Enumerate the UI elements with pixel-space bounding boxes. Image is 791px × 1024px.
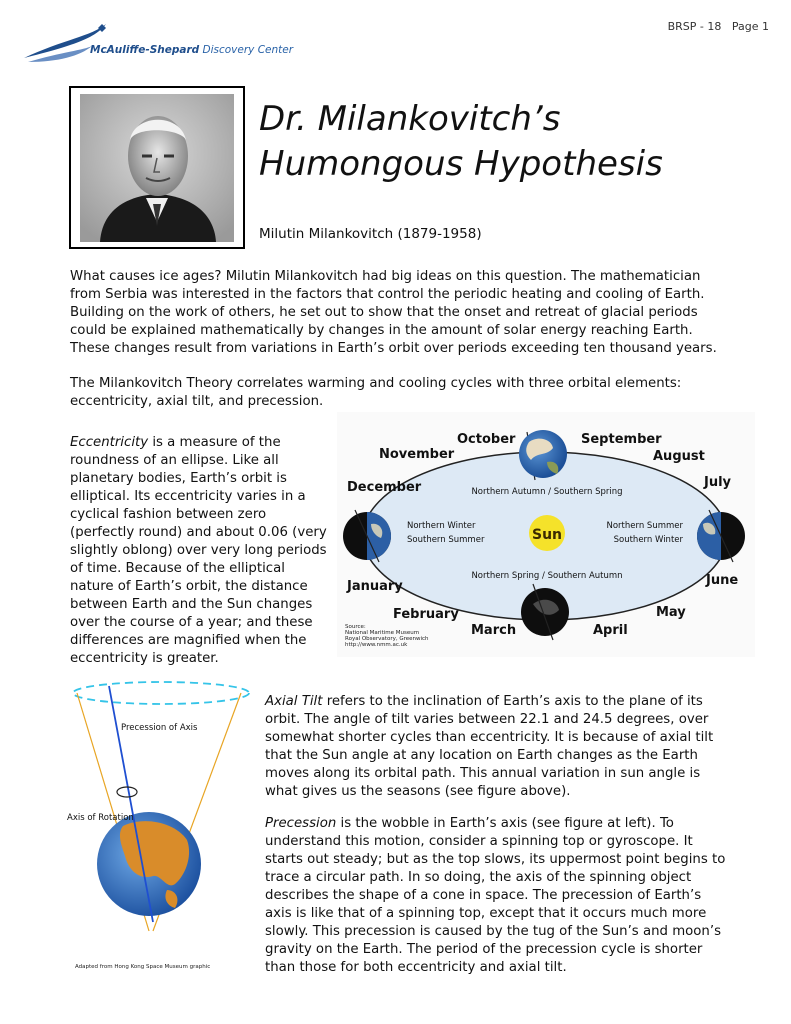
- axial-tilt-paragraph: [265, 693, 727, 801]
- page-header: [668, 20, 769, 33]
- sun-label: Sun: [531, 527, 563, 543]
- precession-circle: [73, 682, 249, 704]
- logo-name-bold: McAuliffe-Shepard: [90, 44, 200, 56]
- month-label-december: December: [347, 480, 422, 495]
- month-label-september: September: [581, 432, 662, 447]
- document-id: BRSP - 18: [667, 20, 722, 33]
- precession-diagram: [63, 676, 253, 972]
- rotation-axis-label: Axis of Rotation: [67, 813, 134, 823]
- logo-name-rest: Discovery Center: [199, 44, 294, 56]
- season-label-right-1: Northern Summer: [606, 521, 683, 531]
- month-label-october: October: [457, 432, 516, 447]
- page-number: Page 1: [731, 20, 769, 33]
- season-label-autumn-spring: Northern Autumn / Southern Spring: [471, 487, 623, 497]
- precession-term: Precession: [265, 816, 337, 831]
- eccentricity-text: is a measure of the roundness of an ellipse. Like all planetary bodies, Earth’s orbit is elliptical. Its eccentricity varies in a cyclical fashion between zero (perfectly round) and about 0.06 (very slightly oblong) over very long periods of time. Because of the elliptical nature of Earth’s orbit, the distance between Earth and the Sun changes over the course of a year; and these differences are magnified when the eccentricity is greater.: [70, 435, 327, 666]
- season-label-left-1: Northern Winter: [407, 521, 476, 531]
- title-line-2: Humongous Hypothesis: [259, 144, 663, 184]
- month-label-april: April: [593, 623, 628, 638]
- source-line-1: Source:: [345, 624, 366, 630]
- month-label-july: July: [704, 475, 732, 490]
- season-label-spring-autumn: Northern Spring / Southern Autumn: [471, 571, 623, 581]
- month-label-march: March: [471, 623, 517, 638]
- month-label-june: June: [706, 573, 739, 588]
- precession-paragraph: [265, 815, 727, 977]
- precession-figure-credit: Adapted from Hong Kong Space Museum graphic: [75, 964, 211, 970]
- page-title: [259, 97, 759, 187]
- eccentricity-paragraph: [70, 434, 332, 668]
- theory-paragraph: The Milankovitch Theory correlates warming and cooling cycles with three orbital elements: eccentricity, axial tilt, and precession.: [70, 376, 682, 409]
- axial-tilt-text: refers to the inclination of Earth’s axis to the plane of its orbit. The angle of tilt varies between 22.1 and 24.5 degrees, over somewhat shorter cycles than eccentricity. It is because of axial tilt that the Sun angle at any location on Earth changes as the Earth moves along its orbital path. This annual variation in sun angle is what gives us the seasons (see figure above).: [265, 694, 714, 799]
- eccentricity-term: Eccentricity: [70, 435, 149, 450]
- source-line-4: http://www.nmm.ac.uk: [345, 642, 408, 648]
- source-line-2: National Maritime Museum: [345, 630, 420, 636]
- source-line-3: Royal Observatory, Greenwich: [345, 636, 429, 642]
- month-label-january: January: [347, 579, 403, 594]
- axial-tilt-term: Axial Tilt: [265, 694, 323, 709]
- portrait-caption: Milutin Milankovitch (1879-1958): [259, 226, 482, 242]
- precession-axis-label: Precession of Axis: [121, 723, 198, 733]
- intro-paragraph: What causes ice ages? Milutin Milankovitch had big ideas on this question. The mathematician from Serbia was interested in the factors that control the periodic heating and cooling of Earth. Building on the work of others, he set out to show that the onset and retreat of glacial periods could be explained mathematically by changes in the amount of solar energy reaching Earth. These changes result from variations in Earth’s orbit over periods exceeding ten thousand years.: [70, 269, 717, 356]
- milankovitch-portrait: [80, 94, 234, 242]
- month-label-november: November: [379, 447, 455, 462]
- month-label-may: May: [656, 605, 686, 620]
- logo-wordmark: [90, 44, 293, 56]
- month-label-february: February: [393, 607, 459, 622]
- month-label-august: August: [653, 449, 705, 464]
- season-label-right-2: Southern Winter: [613, 535, 683, 545]
- rotation-arrow-icon: [117, 787, 137, 797]
- precession-text: is the wobble in Earth’s axis (see figure at left). To understand this motion, consider a spinning top or gyroscope. It starts out steady; but as the top slows, its uppermost point begins to trace a circular path. In so doing, the axis of the spinning object describes the shape of a cone in space. The precession of Earth’s axis is like that of a spinning top, except that it occurs much more slowly. This precession is caused by the tug of the Sun’s and moon’s gravity on the Earth. The period of the precession cycle is shorter than those for both eccentricity and axial tilt.: [265, 816, 726, 975]
- season-label-left-2: Southern Summer: [407, 535, 485, 545]
- earth-orbit-seasons-diagram: [337, 412, 755, 657]
- title-line-1: Dr. Milankovitch’s: [259, 99, 561, 139]
